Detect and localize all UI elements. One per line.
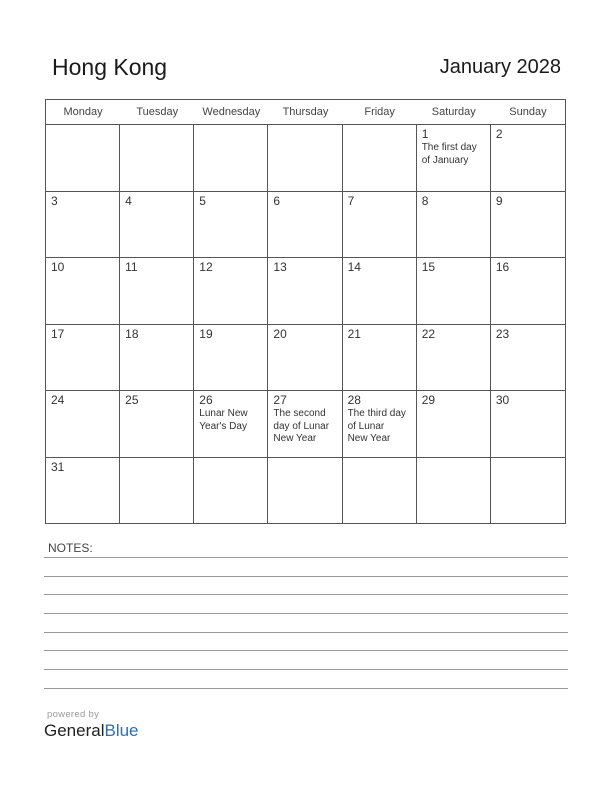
holiday-label: The first day of January [421, 142, 477, 166]
day-number: 11 [125, 260, 138, 274]
note-line [44, 594, 568, 595]
day-number: 9 [495, 193, 503, 208]
day-cell [194, 325, 268, 391]
day-cell [343, 258, 417, 324]
day-number: 23 [495, 326, 510, 341]
day-cell [194, 458, 268, 524]
day-number: 14 [347, 260, 361, 274]
day-number: 22 [421, 326, 436, 341]
weekday-sunday: Sunday [509, 106, 547, 118]
weeks-container [46, 125, 565, 523]
day-cell [46, 258, 120, 324]
day-number: 13 [273, 260, 287, 274]
day-number: 6 [273, 193, 281, 208]
day-cell [268, 458, 342, 524]
day-cell [46, 458, 120, 524]
day-cell [194, 192, 268, 258]
weekday-wednesday: Wednesday [202, 106, 261, 118]
day-number: 5 [199, 193, 206, 208]
day-cell [268, 192, 342, 258]
day-cell [120, 391, 194, 457]
day-cell [417, 391, 491, 457]
week-row [46, 391, 565, 458]
day-number: 28 [347, 393, 361, 407]
day-number: 24 [51, 393, 65, 407]
weekday-saturday: Saturday [431, 106, 476, 118]
day-cell [268, 125, 342, 191]
day-cell [417, 192, 491, 258]
day-cell [417, 325, 491, 391]
day-number: 1 [421, 127, 429, 141]
day-cell [46, 125, 120, 191]
brand-general: General [44, 721, 105, 740]
week-row [46, 258, 565, 325]
weekday-thursday: Thursday [282, 106, 329, 118]
notes-label: NOTES: [48, 541, 93, 555]
holiday-label: The third day of Lunar New Year [347, 408, 406, 444]
day-cell [491, 391, 565, 457]
day-number: 2 [495, 127, 503, 141]
day-number: 15 [421, 260, 436, 274]
holiday-label: Lunar New Year's Day [199, 408, 248, 432]
day-cell [343, 192, 417, 258]
day-number: 20 [273, 326, 287, 341]
day-number: 8 [421, 193, 429, 208]
note-line [44, 557, 568, 558]
day-cell [46, 192, 120, 258]
day-cell [268, 325, 342, 391]
note-line [44, 613, 568, 614]
week-row [46, 192, 565, 259]
day-number: 17 [51, 326, 65, 341]
day-number: 7 [347, 193, 355, 208]
note-line [44, 669, 568, 670]
day-cell [120, 325, 194, 391]
weekday-header-row [46, 100, 565, 125]
day-number: 4 [125, 193, 132, 208]
week-row [46, 325, 565, 392]
day-cell [491, 258, 565, 324]
day-cell [417, 125, 491, 191]
day-cell [268, 391, 342, 457]
day-number: 27 [273, 393, 287, 407]
day-number: 3 [51, 193, 58, 208]
day-number: 16 [495, 260, 510, 274]
day-cell [46, 325, 120, 391]
day-cell [120, 125, 194, 191]
note-line [44, 650, 568, 651]
day-cell [194, 391, 268, 457]
month-year-label: January 2028 [439, 56, 561, 78]
day-cell [120, 258, 194, 324]
powered-by-label: powered by [47, 709, 100, 720]
day-cell [491, 325, 565, 391]
note-line [44, 632, 568, 633]
day-cell [417, 458, 491, 524]
note-line [44, 576, 568, 577]
day-number: 30 [495, 393, 510, 407]
day-number: 19 [199, 326, 213, 341]
day-cell [120, 458, 194, 524]
day-number: 31 [51, 459, 65, 474]
note-line [44, 688, 568, 689]
day-number: 12 [199, 260, 213, 274]
day-cell [46, 391, 120, 457]
day-cell [194, 258, 268, 324]
day-cell [491, 192, 565, 258]
day-number: 21 [347, 326, 361, 341]
day-cell [343, 391, 417, 457]
day-number: 18 [125, 326, 139, 341]
page-title: Hong Kong [52, 54, 168, 80]
weekday-monday: Monday [63, 106, 103, 118]
day-cell [120, 192, 194, 258]
weekday-tuesday: Tuesday [136, 106, 179, 118]
week-row [46, 125, 565, 192]
day-number: 25 [125, 393, 139, 407]
calendar-grid [45, 99, 566, 524]
day-cell [343, 125, 417, 191]
day-number: 26 [199, 393, 213, 407]
day-number: 10 [51, 260, 65, 274]
holiday-label: The second day of Lunar New Year [273, 408, 330, 444]
week-row [46, 458, 565, 524]
day-cell [268, 258, 342, 324]
weekday-friday: Friday [364, 106, 395, 118]
day-cell [194, 125, 268, 191]
day-cell [343, 325, 417, 391]
day-cell [343, 458, 417, 524]
day-cell [491, 458, 565, 524]
day-cell [491, 125, 565, 191]
brand-logo[interactable] [44, 721, 139, 741]
brand-blue: Blue [104, 721, 139, 740]
day-cell [417, 258, 491, 324]
day-number: 29 [421, 393, 436, 407]
